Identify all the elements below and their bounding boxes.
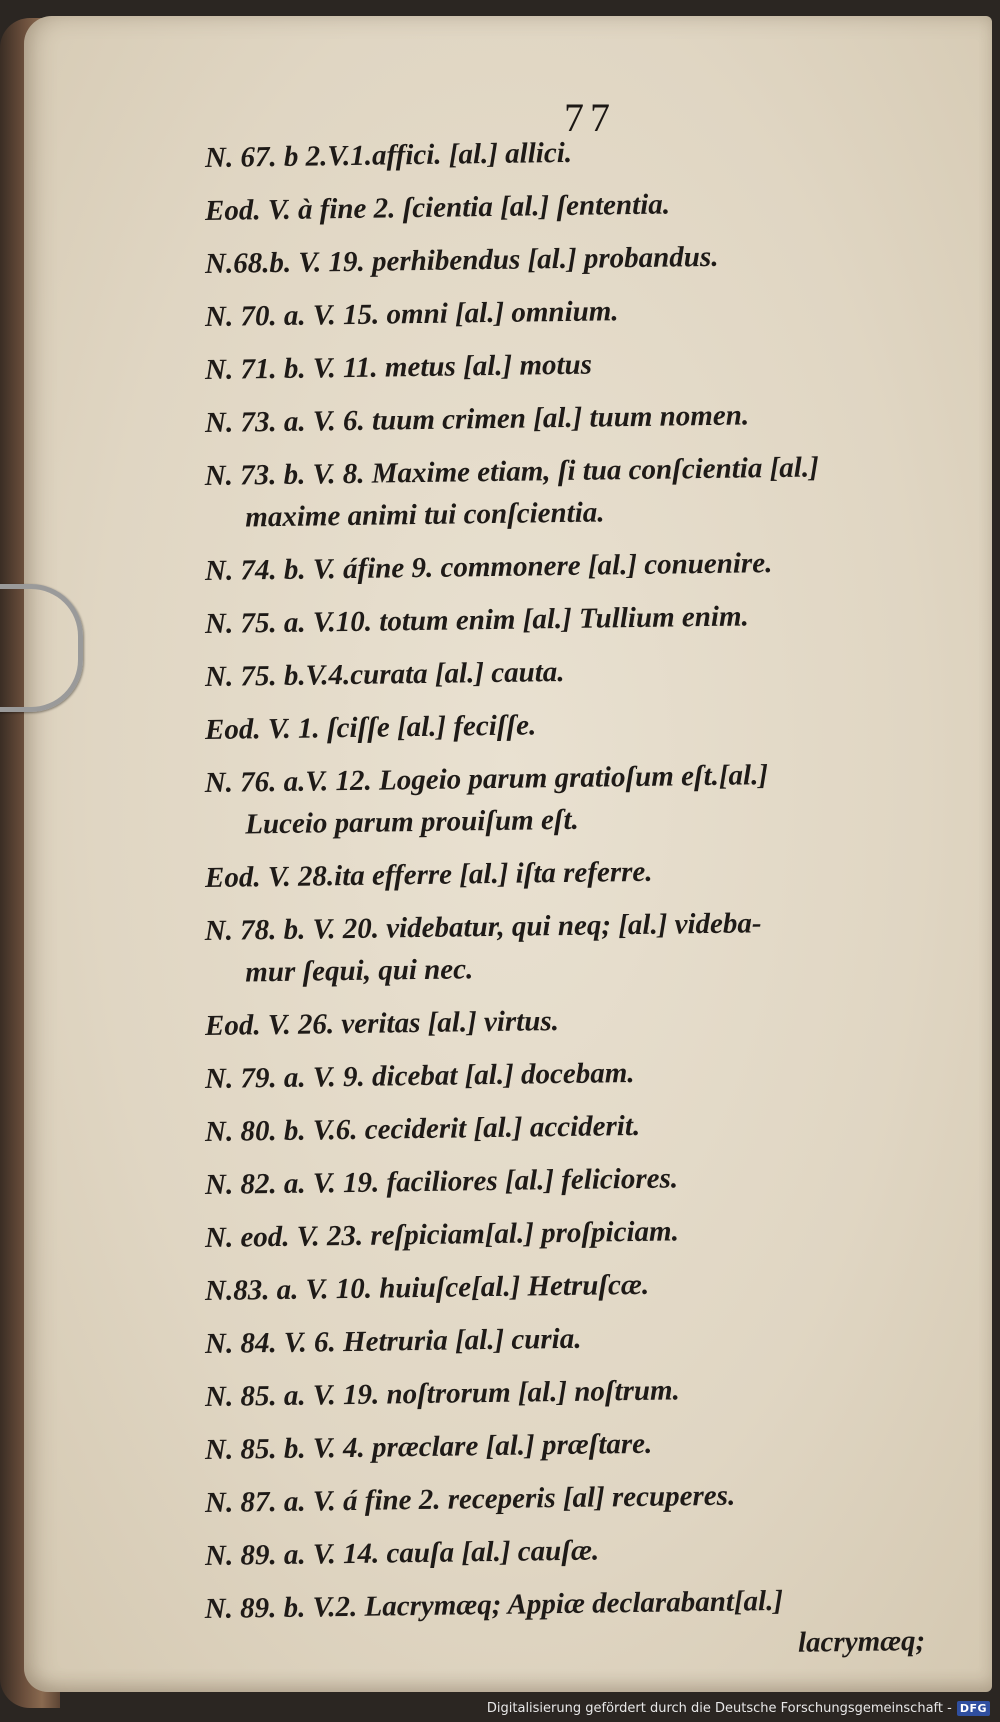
errata-entry bbox=[205, 1264, 965, 1307]
entry-text: N. 89. b. V.2. Lacrymæq; Appiæ declarabant[al.] bbox=[204, 1584, 784, 1626]
errata-entry bbox=[205, 650, 965, 693]
entry-text: N. 78. b. V. 20. videbatur, qui neq; [al.] videba- bbox=[204, 907, 762, 948]
errata-entry bbox=[205, 343, 965, 386]
entry-text: N. 80. b. V.6. ceciderit [al.] acciderit. bbox=[204, 1109, 641, 1148]
errata-entry bbox=[204, 756, 965, 841]
errata-entry bbox=[204, 904, 965, 989]
entry-text: Eod. V. à fine 2. ſcientia [al.] ſententia. bbox=[204, 188, 671, 227]
errata-entry bbox=[205, 999, 965, 1042]
errata-entry bbox=[205, 703, 965, 746]
errata-entry bbox=[205, 1317, 965, 1360]
digitization-credit bbox=[487, 1701, 990, 1716]
errata-entry bbox=[205, 1423, 965, 1466]
entry-continuation: maxime animi tui conſcientia. bbox=[245, 496, 605, 534]
errata-entry bbox=[205, 237, 965, 280]
entry-text: N. 84. V. 6. Hetruria [al.] curia. bbox=[204, 1322, 582, 1360]
errata-entry bbox=[205, 1476, 965, 1519]
entry-text: N. eod. V. 23. reſpiciam[al.] proſpiciam. bbox=[204, 1215, 680, 1254]
entry-text: N. 73. b. V. 8. Maxime etiam, ſi tua conſcientia [al.] bbox=[204, 451, 819, 493]
entry-text: N. 87. a. V. á fine 2. receperis [al] recuperes. bbox=[204, 1479, 736, 1519]
errata-entry bbox=[205, 1105, 965, 1148]
entry-text: N. 79. a. V. 9. dicebat [al.] docebam. bbox=[204, 1057, 635, 1095]
entry-text: N. 71. b. V. 11. metus [al.] motus bbox=[204, 348, 593, 386]
entry-text: N. 74. b. V. áfine 9. commonere [al.] conuenire. bbox=[204, 547, 773, 587]
errata-entry bbox=[205, 290, 965, 333]
paper-clip bbox=[0, 584, 83, 712]
errata-entry bbox=[205, 1158, 965, 1201]
entry-text: N. 67. b 2.V.1.affici. [al.] allici. bbox=[204, 136, 573, 174]
errata-entry bbox=[205, 184, 965, 227]
entry-text: Eod. V. 26. veritas [al.] virtus. bbox=[204, 1005, 560, 1042]
errata-entry bbox=[205, 1529, 965, 1572]
entry-text: N. 85. a. V. 19. noſtrorum [al.] noſtrum. bbox=[204, 1374, 681, 1413]
errata-entry bbox=[205, 396, 965, 439]
errata-entry bbox=[204, 1582, 965, 1667]
entry-text: N. 73. a. V. 6. tuum crimen [al.] tuum nomen. bbox=[204, 399, 750, 439]
errata-entry bbox=[205, 544, 965, 587]
entry-text: N. 75. a. V.10. totum enim [al.] Tullium enim. bbox=[204, 600, 749, 640]
entry-text: N. 85. b. V. 4. præclare [al.] præſtare. bbox=[204, 1427, 653, 1466]
entry-continuation: lacrymæq; bbox=[797, 1624, 926, 1659]
entry-text: N. 89. a. V. 14. cauſa [al.] cauſæ. bbox=[204, 1534, 600, 1572]
entry-text: Eod. V. 1. ſciſſe [al.] feciſſe. bbox=[204, 709, 537, 746]
credit-text: Digitalisierung gefördert durch die Deutsche Forschungsgemeinschaft - bbox=[486, 1701, 952, 1716]
entry-text: Eod. V. 28.ita efferre [al.] iſta referre. bbox=[204, 855, 653, 894]
entry-text: N.83. a. V. 10. huiuſce[al.] Hetruſcæ. bbox=[204, 1268, 650, 1307]
errata-entry bbox=[205, 1052, 965, 1095]
errata-entry bbox=[205, 597, 965, 640]
entry-continuation: mur ſequi, qui nec. bbox=[245, 953, 474, 989]
entry-text: N. 75. b.V.4.curata [al.] cauta. bbox=[204, 655, 565, 693]
entry-continuation: Luceio parum prouiſum eſt. bbox=[245, 803, 579, 841]
errata-entry bbox=[205, 851, 965, 894]
entry-text: N. 70. a. V. 15. omni [al.] omnium. bbox=[204, 295, 619, 333]
errata-list bbox=[204, 136, 965, 1688]
errata-entry bbox=[204, 449, 965, 534]
entry-text: N. 76. a.V. 12. Logeio parum gratioſum eſt.[al.] bbox=[204, 759, 769, 800]
errata-entry bbox=[205, 1211, 965, 1254]
dfg-logo: DFG bbox=[957, 1701, 990, 1716]
entry-text: N.68.b. V. 19. perhibendus [al.] probandus. bbox=[204, 240, 719, 280]
page-number: 77 bbox=[564, 95, 616, 140]
errata-entry bbox=[205, 1370, 965, 1413]
entry-text: N. 82. a. V. 19. faciliores [al.] feliciores. bbox=[204, 1162, 679, 1201]
